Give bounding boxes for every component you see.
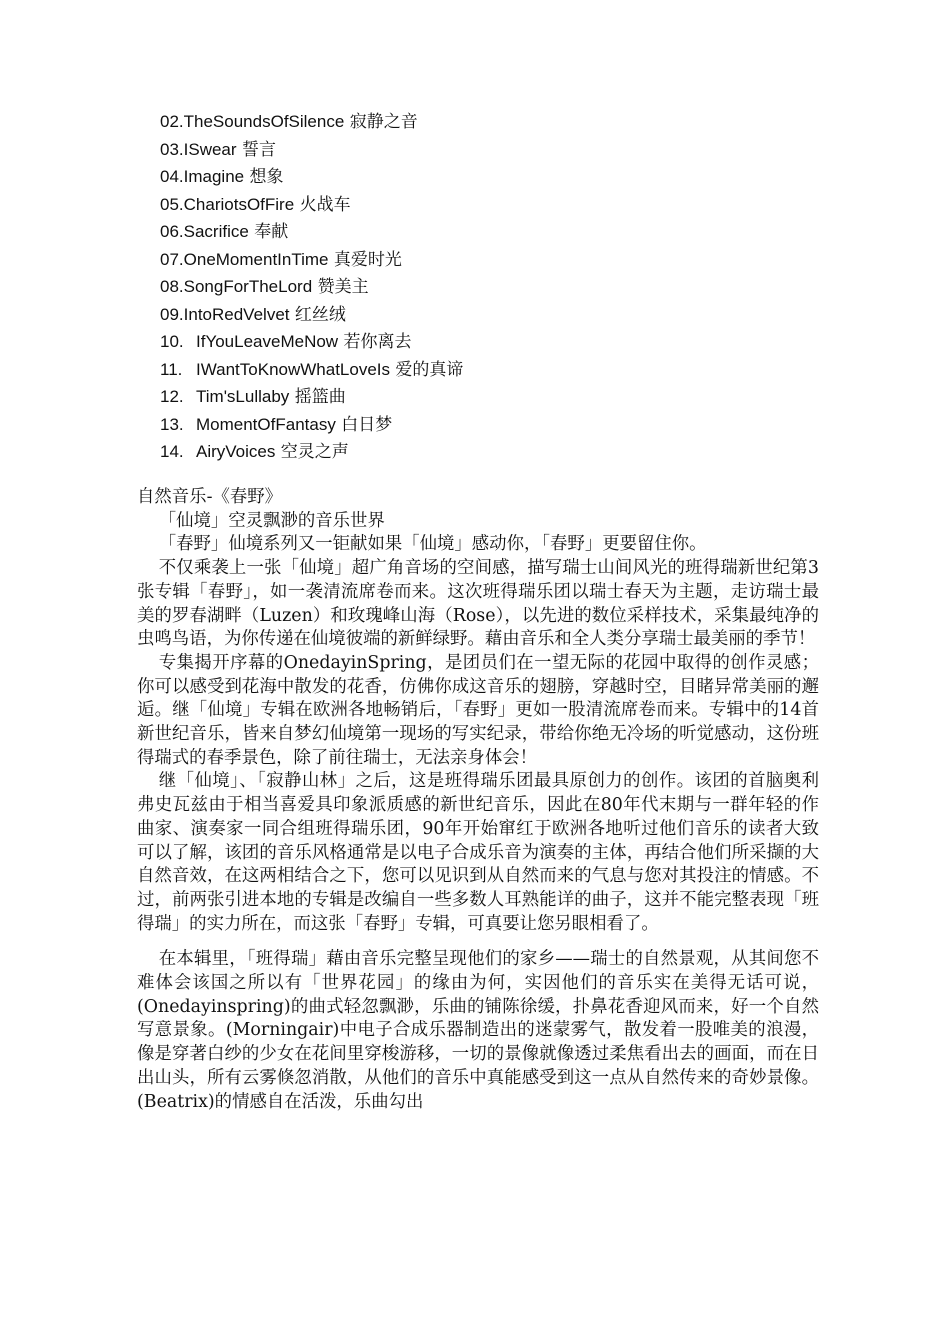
track-number: 04. xyxy=(160,167,184,186)
article-subtitle: 「仙境」空灵飘渺的音乐世界 xyxy=(158,510,385,531)
track-number: 13. xyxy=(160,414,184,434)
track-title-en: OneMomentInTime xyxy=(183,249,329,269)
article-tagline: 「春野」仙境系列又一钜献如果「仙境」感动你，「春野」更要留住你。 xyxy=(158,534,707,555)
track-title-en: MomentOfFantasy xyxy=(196,414,336,434)
track-item xyxy=(160,136,463,164)
track-item xyxy=(160,163,463,191)
track-title-zh: 想象 xyxy=(249,167,284,187)
track-item xyxy=(160,383,463,411)
track-title-zh: 摇篮曲 xyxy=(294,387,346,407)
track-title-en: AiryVoices xyxy=(196,442,276,461)
article-body xyxy=(137,486,819,1114)
track-number: 07. xyxy=(160,249,184,269)
track-item xyxy=(160,411,463,439)
track-title-en: Imagine xyxy=(183,167,245,186)
track-title-en: Sacrifice xyxy=(183,222,249,241)
track-number: 02. xyxy=(160,112,184,131)
track-item xyxy=(160,108,463,136)
track-number: 08. xyxy=(160,277,184,296)
track-title-zh: 真爱时光 xyxy=(333,249,402,270)
article-paragraph-2: 专集揭开序幕的OnedayinSpring，是团员们在一望无际的花园中取得的创作灵感；你可以感受到花海中散发的花香，仿佛你成这音乐的翅膀，穿越时空，目睹异常美丽的邂逅。继「仙境」专辑在欧洲各地畅销后，「春野」更如一股清流席卷而来。专辑中的14首新世纪音乐，皆来自梦幻仙境第一现场的写实纪录，带给你绝无冷场的听觉感动，这份班得瑞式的春季景色，除了前往瑞士，无法亲身体会！ xyxy=(137,652,819,768)
track-title-zh: 若你离去 xyxy=(343,332,412,352)
track-number: 03. xyxy=(160,139,184,159)
track-number: 06. xyxy=(160,222,184,241)
track-list xyxy=(160,108,463,466)
track-item xyxy=(160,218,463,246)
track-title-en: SongForTheLord xyxy=(183,277,313,296)
track-title-zh: 誓言 xyxy=(241,139,276,160)
track-title-en: ChariotsOfFire xyxy=(183,194,295,214)
track-number: 09. xyxy=(160,304,184,324)
track-number: 14. xyxy=(160,442,184,461)
track-title-en: Tim'sLullaby xyxy=(196,387,290,406)
track-item xyxy=(160,438,463,466)
track-number: 12. xyxy=(160,387,184,406)
track-title-zh: 爱的真谛 xyxy=(395,359,464,380)
article-paragraph-3: 继「仙境」、「寂静山林」之后，这是班得瑞乐团最具原创力的创作。该团的首脑奥利弗史瓦兹由于相当喜爱具印象派质感的新世纪音乐，因此在80年代末期与一群年轻的作曲家、演奏家一同合组班得瑞乐团，90年开始窜红于欧洲各地听过他们音乐的读者大致可以了解，该团的音乐风格通常是以电子合成乐音为演奏的主体，再结合他们所采撷的大自然音效，在这两相结合之下，您可以见识到从自然而来的气息与您对其投注的情感。不过，前两张引进本地的专辑是改编自一些多数人耳熟能详的曲子，这并不能完整表现「班得瑞」的实力所在，而这张「春野」专辑，可真要让您另眼相看了。 xyxy=(137,771,819,934)
track-title-en: IWantToKnowWhatLoveIs xyxy=(196,359,391,379)
article-heading: 自然音乐-《春野》 xyxy=(137,487,283,507)
track-item xyxy=(160,273,463,301)
track-item xyxy=(160,301,463,329)
track-item xyxy=(160,246,463,274)
track-title-zh: 白日梦 xyxy=(341,414,393,435)
track-title-zh: 空灵之声 xyxy=(280,442,349,462)
track-item xyxy=(160,191,463,219)
track-title-zh: 火战车 xyxy=(299,194,351,215)
article-paragraph-4: 在本辑里，「班得瑞」藉由音乐完整呈现他们的家乡——瑞士的自然景观，从其间您不难体会该国之所以有「世界花园」的缘由为何，实因他们的音乐实在美得无话可说，(Onedayinspring)的曲式轻忽飘渺，乐曲的铺陈徐缓，扑鼻花香迎风而来，好一个自然写意景象。(Morningair)中电子合成乐器制造出的迷蒙雾气，散发着一股唯美的浪漫，像是穿著白纱的少女在花间里穿梭游移，一切的景像就像透过柔焦看出去的画面，而在日出山头，所有云雾倏忽消散，从他们的音乐中真能感受到这一点从自然传来的奇妙景像。(Beatrix)的情感自在活泼，乐曲勾出 xyxy=(137,949,819,1112)
track-title-en: IntoRedVelvet xyxy=(183,304,290,324)
paragraph-gap xyxy=(137,936,819,948)
track-title-zh: 奉献 xyxy=(254,222,289,242)
track-title-en: TheSoundsOfSilence xyxy=(183,112,345,131)
track-item xyxy=(160,356,463,384)
article-paragraph-1: 不仅乘袭上一张「仙境」超广角音场的空间感，描写瑞士山间风光的班得瑞新世纪第3张专辑「春野」，如一袭清流席卷而来。这次班得瑞乐团以瑞士春天为主题，走访瑞士最美的罗春湖畔（Luzen）和玫瑰峰山海（Rose），以先进的数位采样技术，采集最纯净的虫鸣鸟语，为你传递在仙境彼端的新鲜绿野。藉由音乐和全人类分享瑞士最美丽的季节！ xyxy=(137,558,819,650)
track-title-zh: 赞美主 xyxy=(317,277,369,297)
track-title-en: IfYouLeaveMeNow xyxy=(196,332,339,351)
track-number: 11. xyxy=(160,359,183,379)
track-title-en: ISwear xyxy=(183,139,237,159)
track-item xyxy=(160,328,463,356)
track-number: 10. xyxy=(160,332,184,351)
track-number: 05. xyxy=(160,194,184,214)
track-title-zh: 红丝绒 xyxy=(294,304,346,325)
track-title-zh: 寂静之音 xyxy=(349,112,418,132)
